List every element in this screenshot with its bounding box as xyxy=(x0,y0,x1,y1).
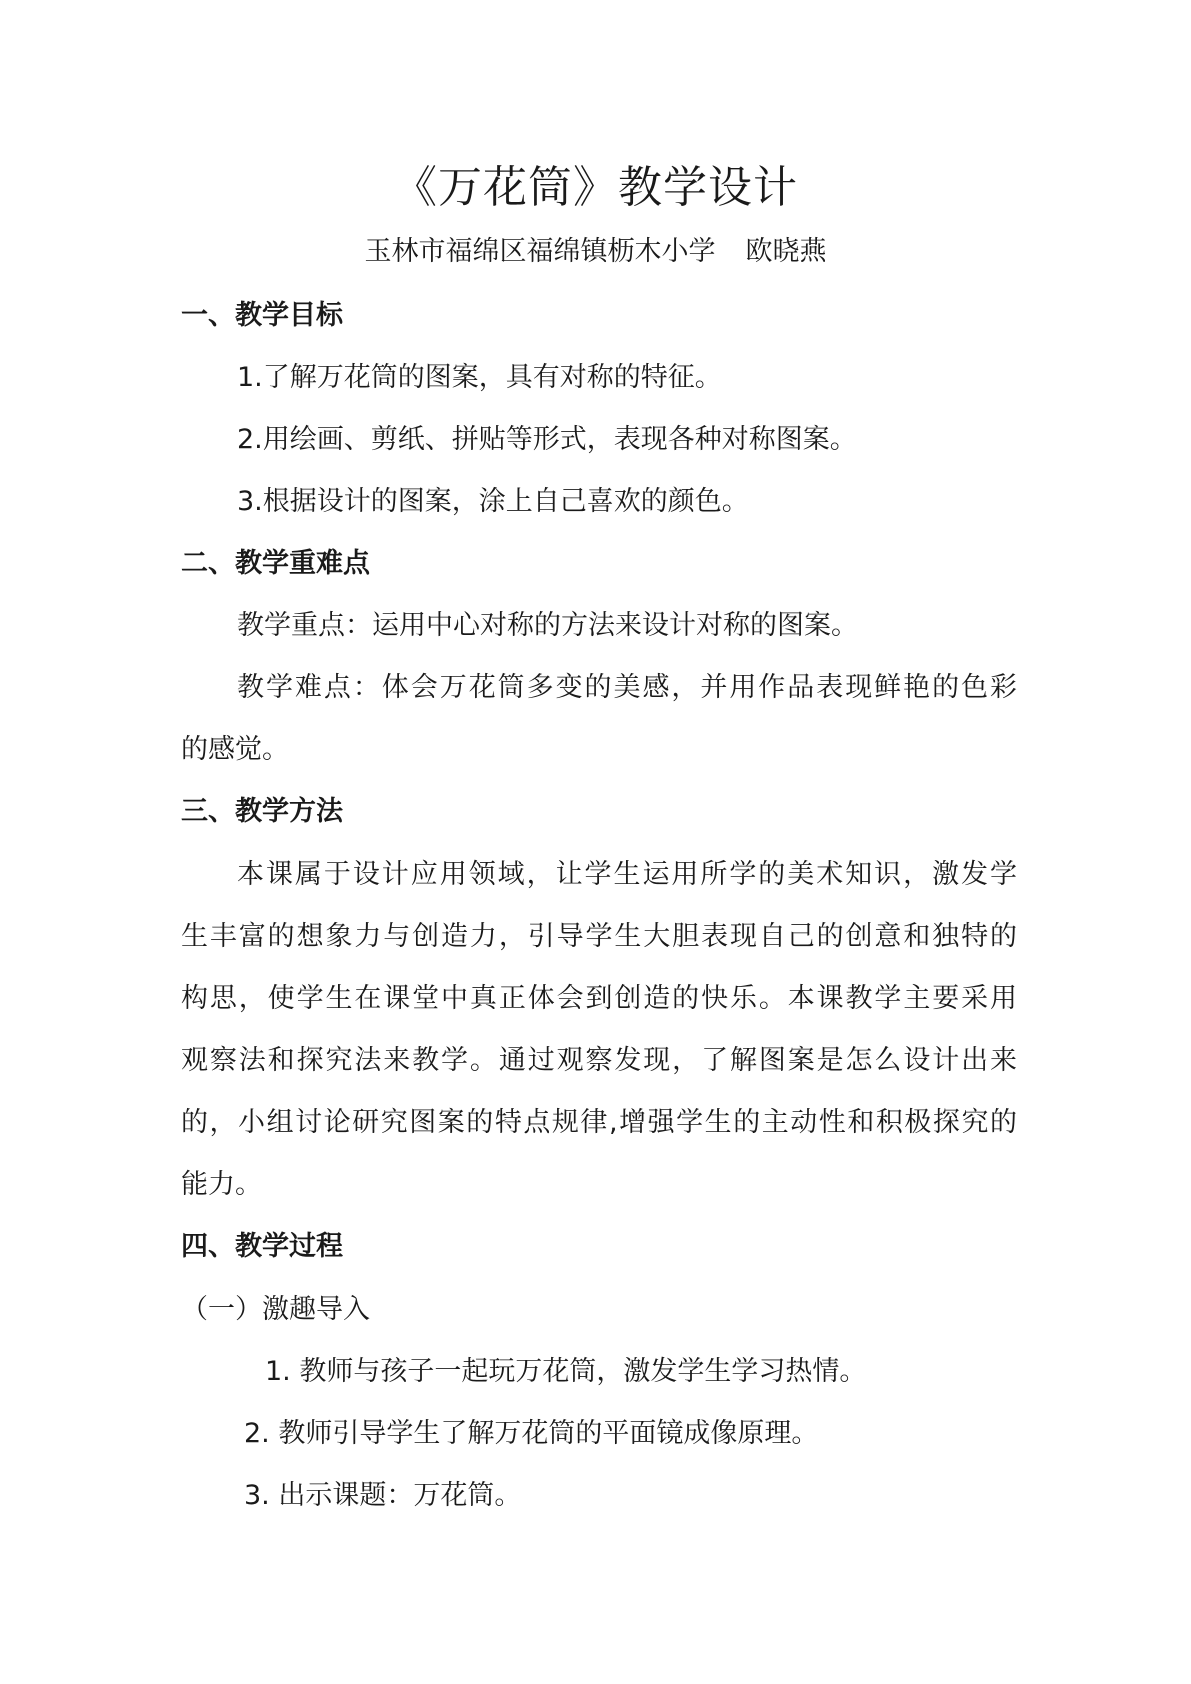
objective-item: 1.了解万花筒的图案，具有对称的特征。 xyxy=(237,362,722,393)
objective-item: 2.用绘画、剪纸、拼贴等形式，表现各种对称图案。 xyxy=(237,424,857,455)
author-school: 玉林市福绵区福绵镇枥木小学 xyxy=(364,236,716,267)
author-line xyxy=(0,232,1191,272)
methods-paragraph-line: 构思，使学生在课堂中真正体会到创造的快乐。本课教学主要采用 xyxy=(181,983,1017,1014)
process-item: 2. 教师引导学生了解万花筒的平面镜成像原理。 xyxy=(244,1418,819,1449)
methods-paragraph-line: 能力。 xyxy=(181,1169,262,1200)
methods-paragraph-line: 的，小组讨论研究图案的特点规律,增强学生的主动性和积极探究的 xyxy=(181,1107,1017,1138)
process-item: 3. 出示课题：万花筒。 xyxy=(244,1480,522,1511)
author-name: 欧晓燕 xyxy=(745,236,827,267)
objective-item: 3.根据设计的图案，涂上自己喜欢的颜色。 xyxy=(237,486,749,517)
section-heading-objectives: 一、教学目标 xyxy=(181,300,343,331)
process-subheading: （一）激趣导入 xyxy=(181,1294,370,1325)
document-title: 《万花筒》教学设计 xyxy=(393,162,798,213)
key-point-text: 教学重点：运用中心对称的方法来设计对称的图案。 xyxy=(237,610,858,641)
section-heading-methods: 三、教学方法 xyxy=(181,796,343,827)
section-heading-process: 四、教学过程 xyxy=(181,1231,343,1262)
difficult-point-text-cont: 的感觉。 xyxy=(181,734,289,765)
methods-paragraph-line: 本课属于设计应用领域，让学生运用所学的美术知识，激发学 xyxy=(237,859,1017,890)
methods-paragraph-line: 生丰富的想象力与创造力，引导学生大胆表现自己的创意和独特的 xyxy=(181,921,1017,952)
difficult-point-text: 教学难点：体会万花筒多变的美感，并用作品表现鲜艳的色彩 xyxy=(237,672,1017,703)
process-item: 1. 教师与孩子一起玩万花筒，激发学生学习热情。 xyxy=(265,1356,867,1387)
methods-paragraph-line: 观察法和探究法来教学。通过观察发现，了解图案是怎么设计出来 xyxy=(181,1045,1017,1076)
section-heading-key-points: 二、教学重难点 xyxy=(181,548,370,579)
